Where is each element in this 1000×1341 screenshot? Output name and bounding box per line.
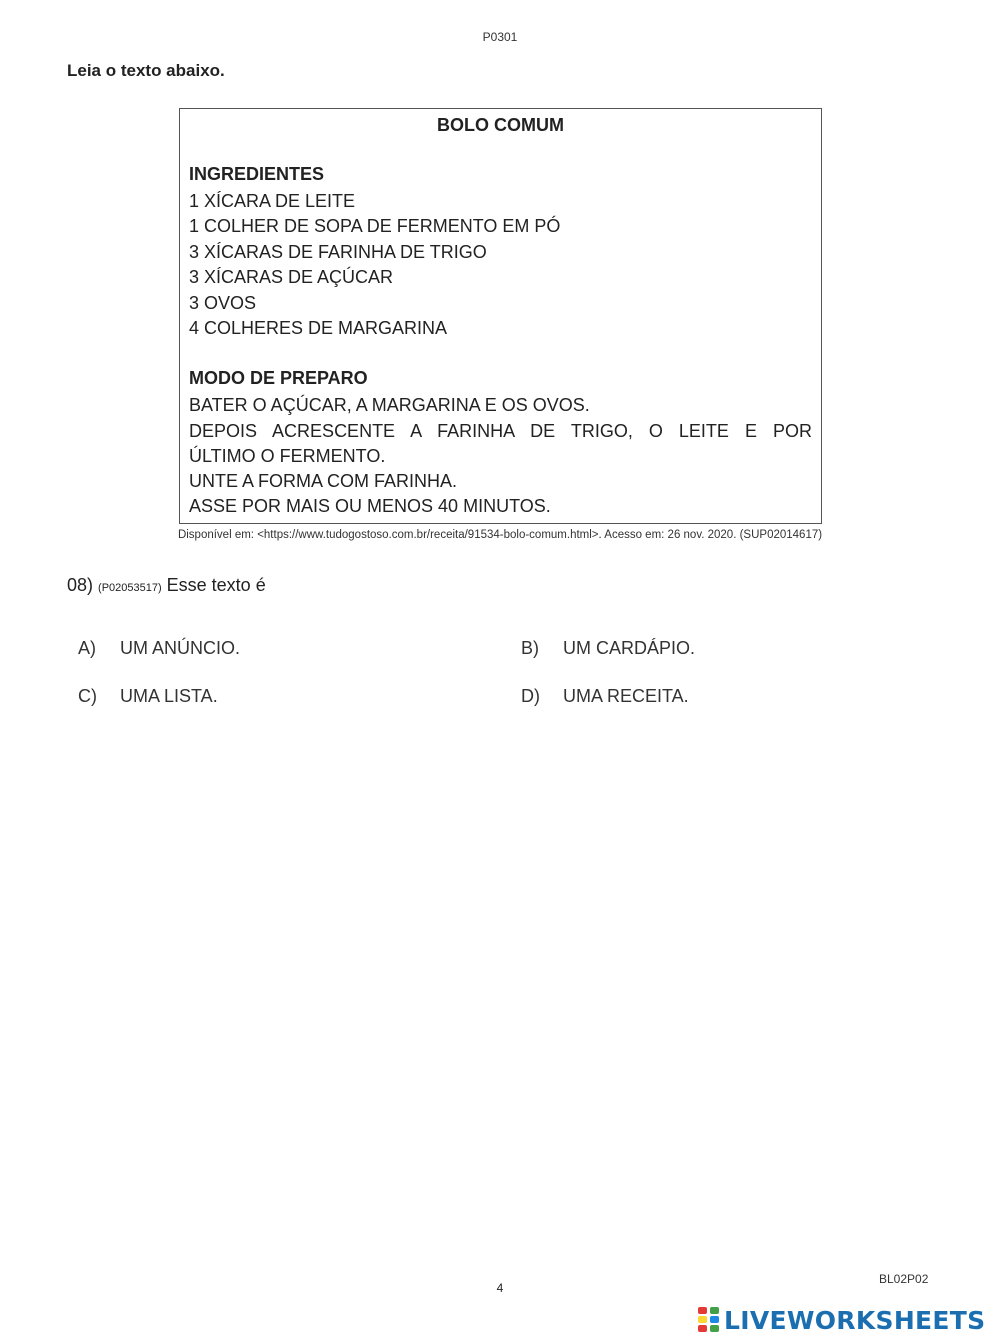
document-code: BL02P02 [879,1272,929,1286]
question-prompt [67,575,266,596]
ingredient-item: 3 OVOS [189,293,257,313]
liveworksheets-logo[interactable] [698,1303,985,1337]
method-step: UNTE A FORMA COM FARINHA. [189,471,458,491]
method-heading: MODO DE PREPARO [189,368,368,388]
option-text: UMA LISTA. [120,686,218,706]
option-letter: A) [78,638,96,658]
option-letter: C) [78,686,97,706]
instruction-text: Leia o texto abaixo. [67,61,225,80]
question-number: 08) [67,575,94,595]
question-text: Esse texto é [166,575,266,595]
option-text: UM ANÚNCIO. [120,638,241,658]
ingredient-item: 3 XÍCARAS DE FARINHA DE TRIGO [189,242,487,262]
option-b[interactable] [521,638,695,659]
method-step: ÚLTIMO O FERMENTO. [189,446,386,466]
ingredient-item: 1 COLHER DE SOPA DE FERMENTO EM PÓ [189,216,561,236]
ingredient-item: 3 XÍCARAS DE AÇÚCAR [189,267,394,287]
option-a[interactable] [78,638,240,659]
option-c[interactable] [78,686,218,707]
brand-name: LIVEWORKSHEETS [724,1305,986,1335]
option-text: UMA RECEITA. [563,686,689,706]
page-code: P0301 [482,30,518,44]
question-code: (P02053517) [98,582,162,594]
method-step: DEPOIS ACRESCENTE A FARINHA DE TRIGO, O LEITE E POR [189,421,812,441]
page-number: 4 [496,1281,504,1295]
option-d[interactable] [521,686,689,707]
method-step: BATER O AÇÚCAR, A MARGARINA E OS OVOS. [189,395,590,415]
source-citation: Disponível em: <https://www.tudogostoso.com.br/receita/91534-bolo-comum.html>. Acesso em: 26 nov. 2020. (SUP02014617) [177,529,823,541]
ingredient-item: 1 XÍCARA DE LEITE [189,191,356,211]
recipe-title: BOLO COMUM [437,115,564,135]
ingredient-item: 4 COLHERES DE MARGARINA [189,318,448,338]
logo-mark-icon [698,1307,720,1333]
option-letter: D) [521,686,540,706]
method-step: ASSE POR MAIS OU MENOS 40 MINUTOS. [189,496,551,516]
option-text: UM CARDÁPIO. [563,638,696,658]
option-letter: B) [521,638,539,658]
ingredients-heading: INGREDIENTES [189,164,325,184]
